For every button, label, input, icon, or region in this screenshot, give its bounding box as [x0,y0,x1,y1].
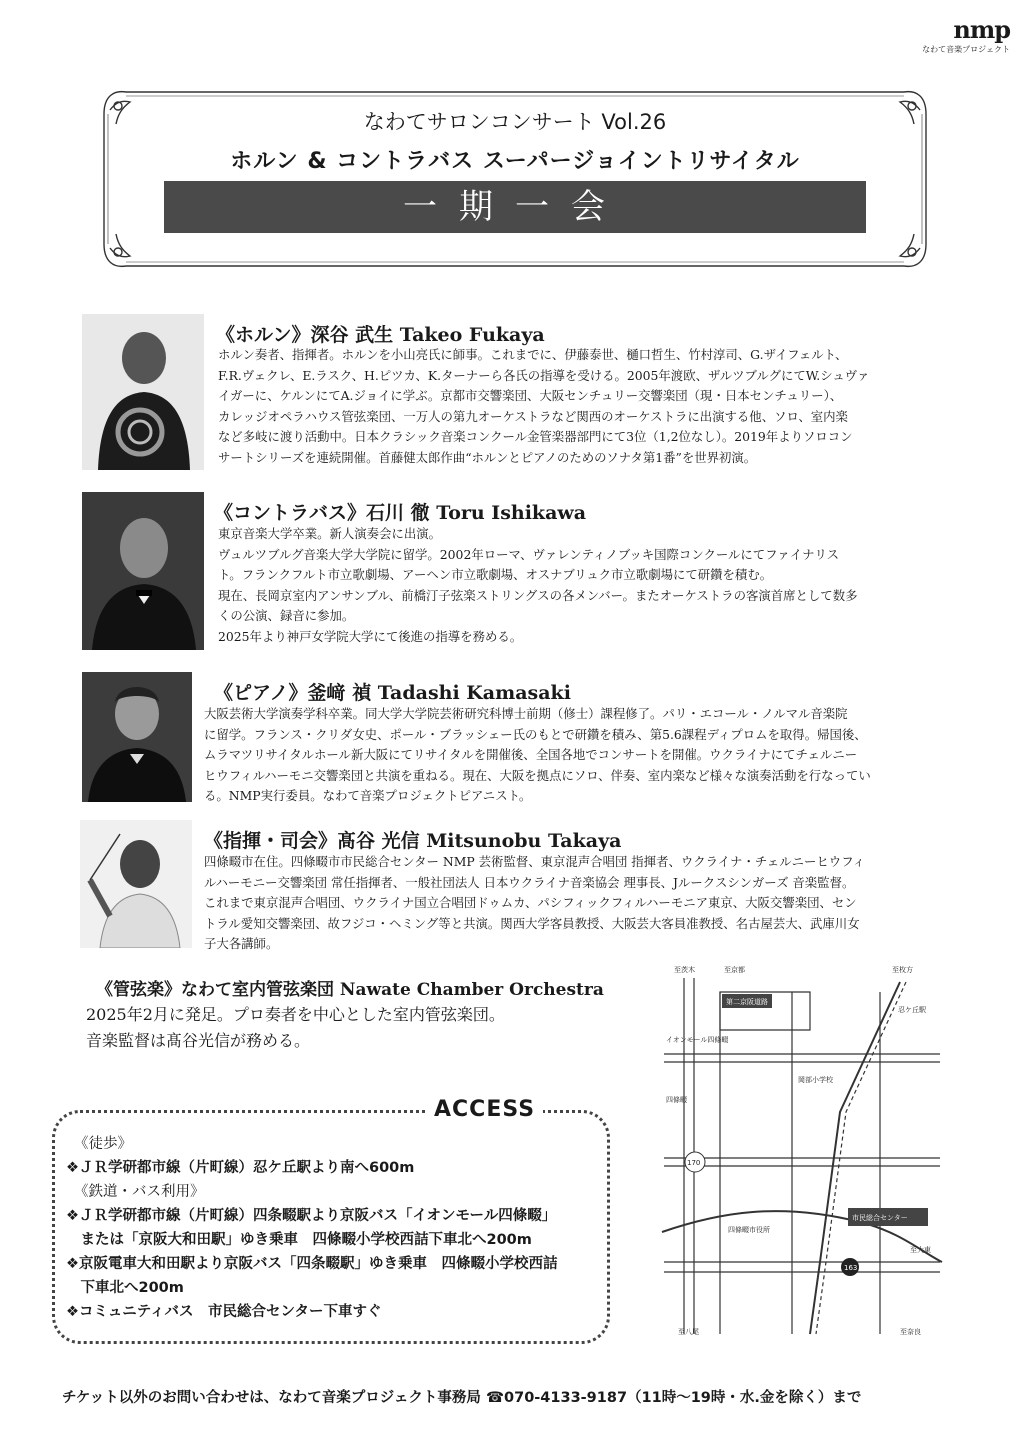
map-label: 四條畷市役所 [728,1226,770,1234]
bio-line: ホルン奏者、指揮者。ホルンを小山亮氏に師事。これまでに、伊藤泰世、樋口哲生、竹村淳司、G.ザイフェルト、 [218,347,848,362]
access-transit-route-1: ❖ＪＲ学研都市線（片町線）四条畷駅より京阪バス「イオンモール四條畷」 [66,1208,557,1224]
profile-name-piano: 《ピアノ》釜﨑 禎 Tadashi Kamasaki [214,682,571,704]
bio-line: ト。フランクフルト市立歌劇場、アーヘン市立歌劇場、オスナブリュク市立歌劇場にて研鑽を積む。 [218,567,773,582]
bio-line: 四條畷市在住。四條畷市市民総合センター NMP 芸術監督、東京混声合唱団 指揮者、ウクライナ・チェルニーヒウフィ [204,854,865,869]
logo-subtitle: なわて音楽プロジェクト [922,45,1010,54]
map-label: 第二京阪道路 [726,998,768,1006]
bio-line: ルハーモニー交響楽団 常任指揮者、一般社団法人 日本ウクライナ音楽協会 理事長、Jルークスシンガーズ 音楽監督。 [204,874,855,890]
nmp-logo [900,15,1010,66]
bio-line: F.R.ヴェクレ、E.ラスク、H.ピツカ、K.ターナーら各氏の指導を受ける。2005年渡欧、ザルツブルグにてW.シュヴァ [218,367,870,383]
map-label: 至茨木 [674,966,695,974]
profile-name-conductor: 《指揮・司会》髙谷 光信 Mitsunobu Takaya [204,830,622,852]
access-community-bus: ❖コミュニティバス 市民総合センター下車すぐ [66,1304,382,1320]
profile-bio-horn [218,345,918,468]
profile-photo-horn [82,314,204,470]
logo-mark: nmp [953,15,1010,44]
bio-line: 子大各講師。 [204,936,279,951]
bio-line: ヒウフィルハーモニ交響楽団と共演を重ねる。現在、大阪を拠点にソロ、伴奏、室内楽など様々な演奏活動を行なってい [204,767,871,783]
bio-line: カレッジオペラハウス管弦楽団、一万人の第九オーケストラなど関西のオーケストラに出演する他、ソロ、室内楽 [218,408,848,424]
access-heading-walk: 《徒歩》 [74,1136,132,1152]
bio-line: に留学。フランス・クリダ女史、ポール・ブラッシェー氏のもとで研鑽を積み、第5.6課程ディプロムを取得。帰国後、 [204,726,867,742]
map-label: 市民総合センター [852,1214,908,1222]
bio-line: 大阪芸術大学演奏学科卒業。同大学大学院芸術研究科博士前期（修士）課程修了。パリ・エコール・ノルマル音楽院 [204,706,848,721]
title-frame [96,84,934,274]
profile-photo-conductor [80,820,192,948]
map-label: 至京都 [724,966,745,974]
map-label: イオンモール四條畷 [666,1036,729,1044]
bio-line: サートシリーズを連続開催。首藤健太郎作曲“ホルンとピアノのためのソナタ第1番”を世界初演。 [218,449,757,465]
access-heading-transit: 《鉄道・バス利用》 [74,1184,205,1200]
orchestra-line: 音楽監督は髙谷光信が務める。 [86,1031,311,1050]
profile-bio-conductor [204,852,936,955]
orchestra-line: 2025年2月に発足。プロ奏者を中心とした室内管弦楽団。 [86,1005,505,1024]
map-label: 忍ケ丘駅 [898,1006,926,1014]
orchestra-name: 《管弦楽》なわて室内管弦楽団 Nawate Chamber Orchestra [96,980,604,1000]
map-label: 至大東 [910,1246,931,1254]
access-transit-route-1b: または「京阪大和田駅」ゆき乗車 四條畷小学校西詰下車北へ200m [66,1232,532,1248]
profile-photo-piano [82,672,192,802]
access-title: ACCESS [426,1097,543,1122]
bio-line: イガーに、ケルンにてA.ジョイに学ぶ。京都市交響楽団、大阪センチュリー交響楽団（現・日本センチュリー）、 [218,388,843,403]
profile-name-horn: 《ホルン》深谷 武生 Takeo Fukaya [216,324,545,346]
access-walk-route: ❖ＪＲ学研都市線（片町線）忍ケ丘駅より南へ600m [66,1160,415,1176]
bio-line: これまで東京混声合唱団、ウクライナ国立合唱団ドゥムカ、パシフィックフィルハーモニア東京、大阪交響楽団、セン [204,895,857,910]
access-transit-route-2b: 下車北へ200m [66,1280,184,1296]
map-label: 170 [687,1159,701,1167]
bio-line: 2025年より神戸女学院大学にて後進の指導を務める。 [218,628,523,644]
concert-title: ホルン & コントラバス スーパージョイントリサイタル [230,149,800,174]
profile-bio-piano [204,704,936,807]
map-label: 岡部小学校 [798,1076,833,1084]
bio-line: 東京音楽大学卒業。新人演奏会に出演。 [218,526,442,541]
bio-line: る。NMP実行委員。なわて音楽プロジェクトピアニスト。 [204,788,532,803]
map-label: 四條畷 [666,1096,687,1104]
bio-line: 現在、長岡京室内アンサンブル、前橋汀子弦楽ストリングスの各メンバー。またオーケストラの客演首席として数多 [218,587,858,603]
map-label: 至枚方 [892,966,913,974]
map-label: 163 [844,1264,858,1272]
map-label: 至八尾 [678,1328,699,1336]
series-title: なわてサロンコンサート Vol.26 [363,110,667,134]
access-map [660,962,945,1340]
profile-photo-contrabass [82,492,204,650]
bio-line: ヴュルツブルグ音楽大学大学院に留学。2002年ローマ、ヴァレンティノブッキ国際コンクールにてファイナリス [218,546,840,562]
bio-line: など多岐に渡り活動中。日本クラシック音楽コンクール金管楽器部門にて3位（1,2位なし）。2019年よりソロコン [218,429,853,444]
profile-bio-contrabass [218,524,936,647]
profile-name-contrabass: 《コントラバス》石川 徹 Toru Ishikawa [214,502,587,524]
bio-line: くの公演、録音に参加。 [218,608,355,623]
orchestra-description [86,1002,505,1054]
map-label: 至奈良 [900,1328,921,1336]
access-transit-route-2: ❖京阪電車大和田駅より京阪バス「四条畷駅」ゆき乗車 四條畷小学校西詰 [66,1256,558,1272]
contact-info: チケット以外のお問い合わせは、なわて音楽プロジェクト事務局 ☎070-4133-9187（11時〜19時・水.金を除く）まで [62,1390,862,1406]
bio-line: ムラマツリサイタルホール新大阪にてリサイタルを開催後、全国各地でコンサートを開催。ウクライナにてチェルニー [204,747,858,762]
concert-subtitle-banner: 一期一会 [164,181,866,233]
bio-line: トラル愛知交響楽団、故フジコ・ヘミング等と共演。関西大学客員教授、大阪芸大客員准教授、名古屋芸大、武庫川女 [204,915,860,931]
